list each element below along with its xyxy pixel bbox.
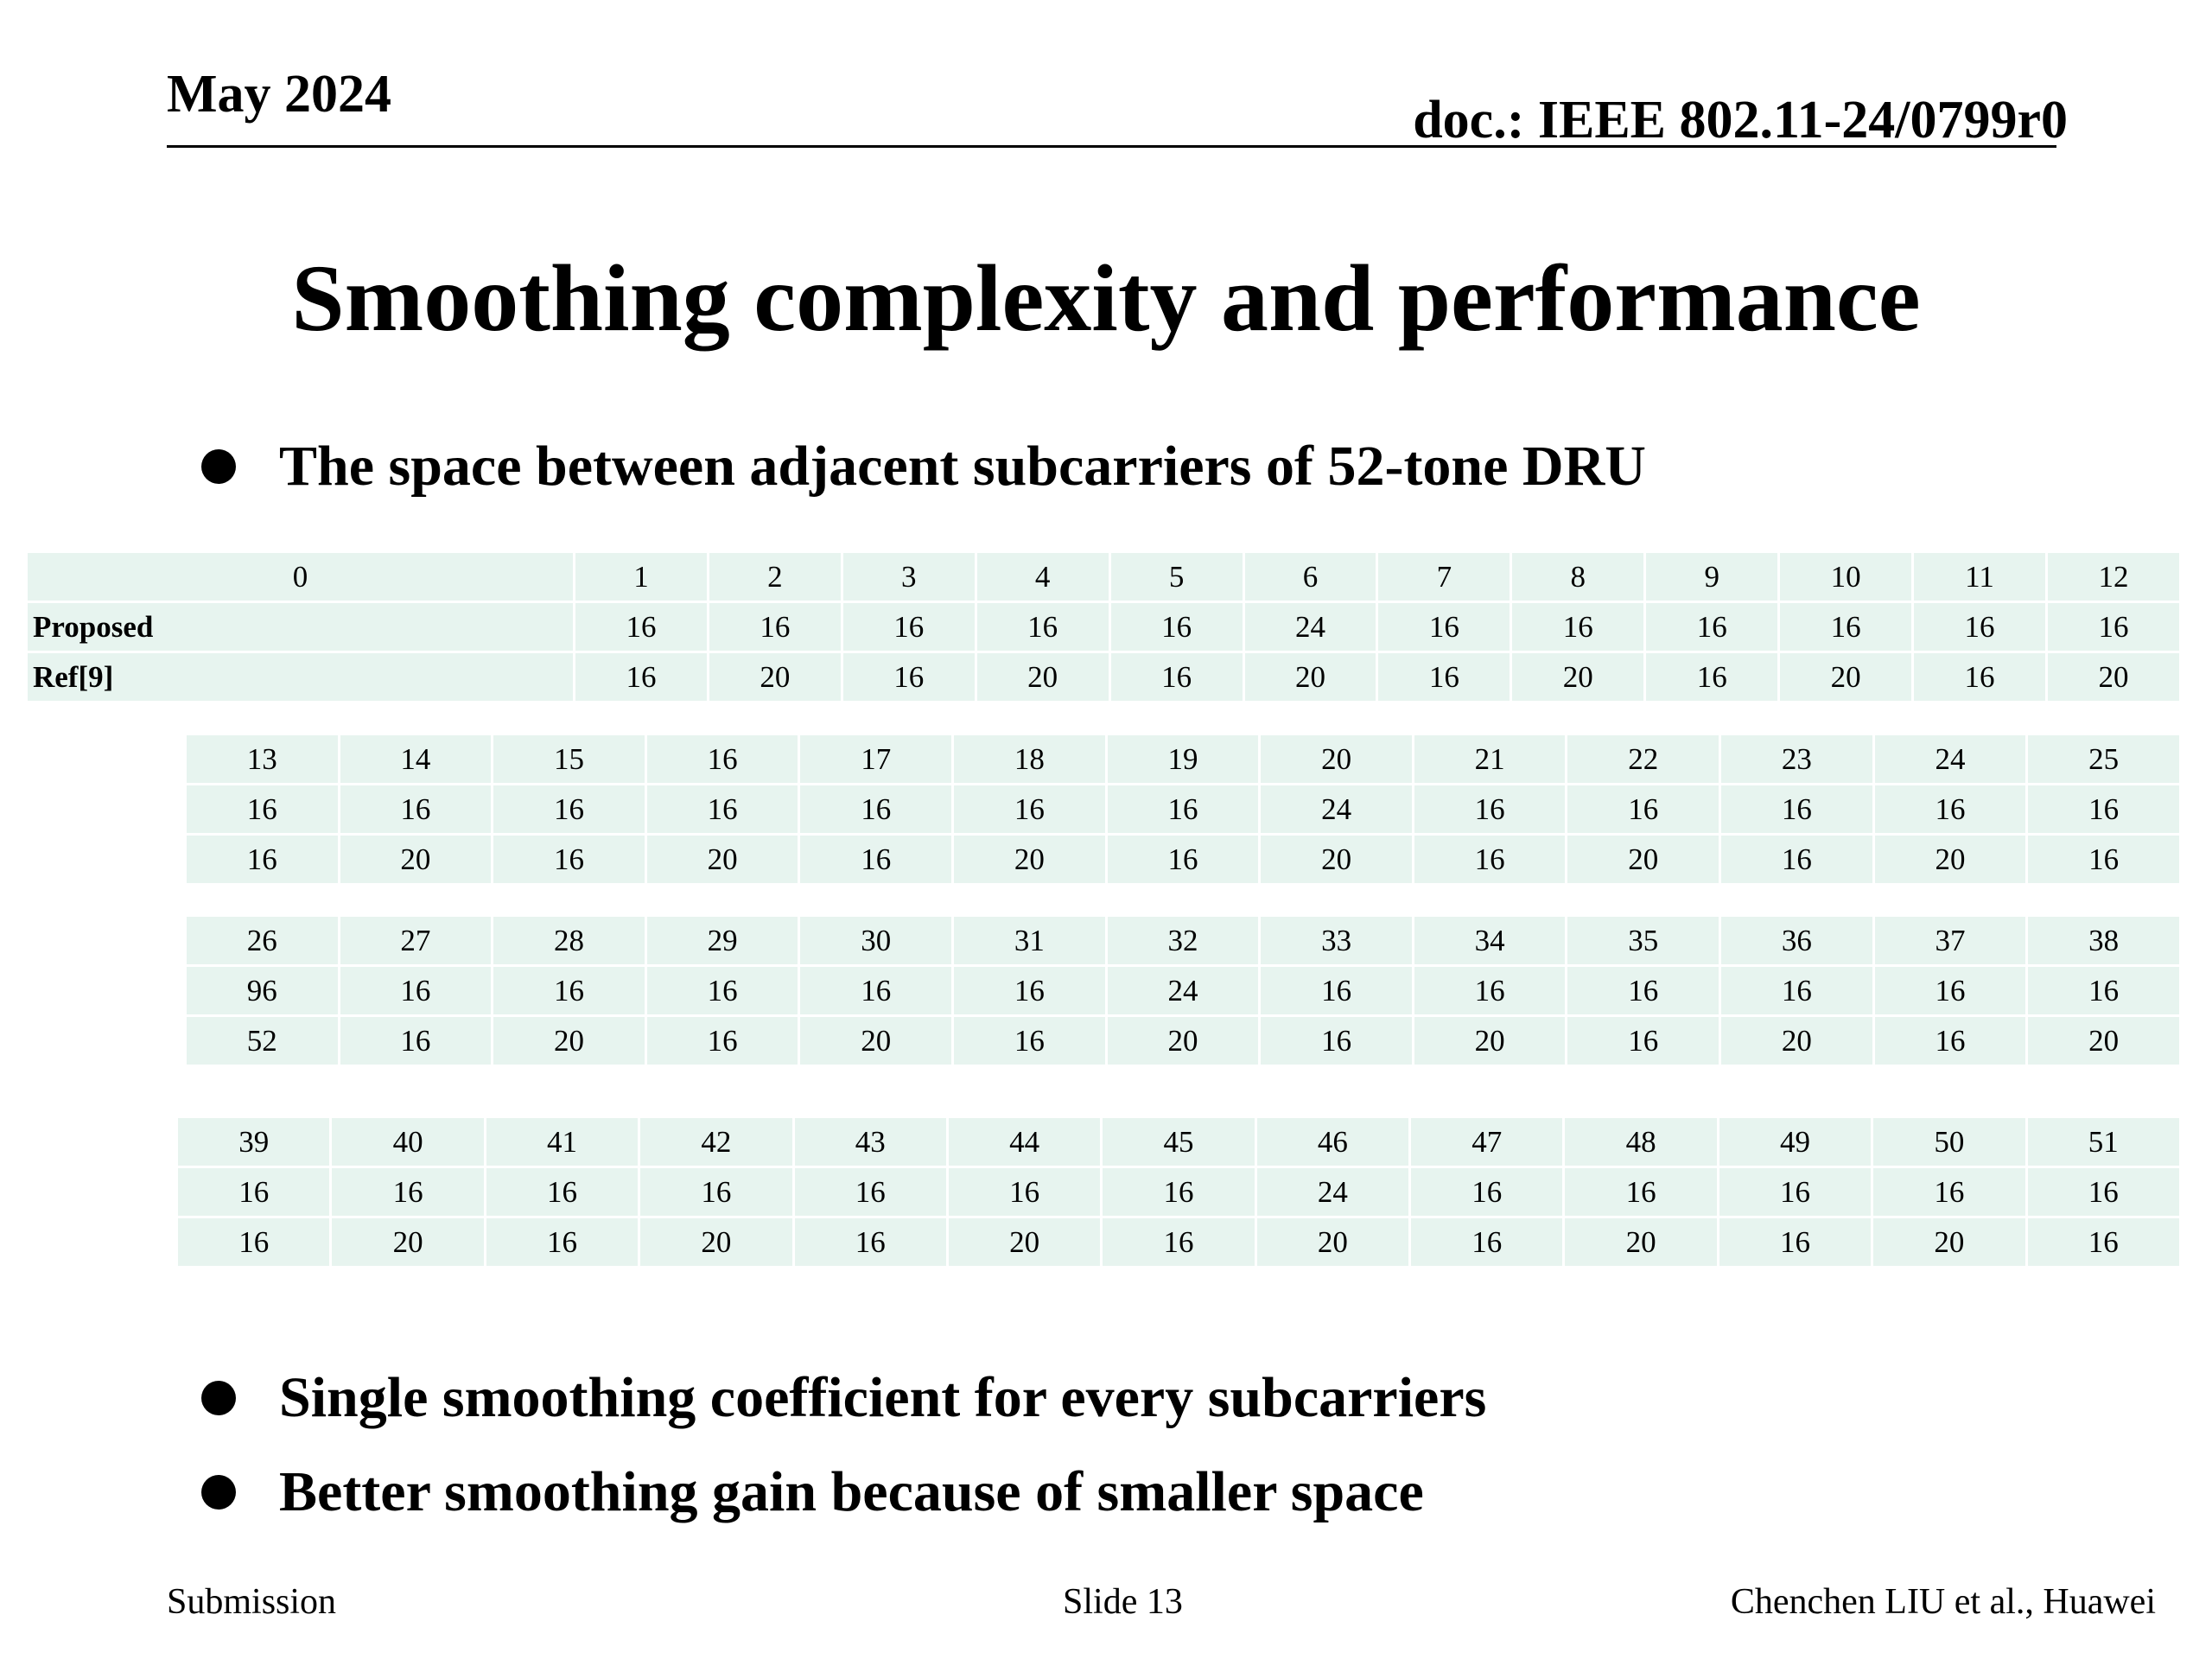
table-cell: 16 [575,603,707,651]
table-cell: 44 [949,1118,1100,1166]
table-cell: 16 [2028,1218,2180,1266]
table-cell: 16 [187,836,338,883]
table-cell: 6 [1245,553,1376,601]
table-cell: 35 [1567,917,1719,964]
table-cell: 16 [332,1168,483,1216]
table-cell: 16 [843,603,975,651]
bullet-dot-icon [201,1475,236,1510]
table-cell: 16 [187,785,338,833]
table-cell: 16 [800,836,951,883]
table-cell: 16 [340,785,492,833]
table-cell: 20 [1512,653,1643,701]
proposed-row [28,603,2179,651]
table-cell: 32 [1108,917,1259,964]
header-rule [167,145,2056,148]
table-cell: 19 [1108,735,1259,783]
table-cell: 24 [1257,1168,1408,1216]
ref-row [187,1017,2179,1065]
table-cell: 16 [1914,603,2045,651]
table-cell: 16 [647,967,798,1014]
bullet-item [201,435,1646,498]
table-cell: 23 [1721,735,1872,783]
table-cell: 16 [640,1168,791,1216]
bullet-item [201,1366,1487,1429]
table-cell: 50 [1873,1118,2024,1166]
table-cell: 24 [1245,603,1376,651]
table-cell: 13 [187,735,338,783]
table-cell: 51 [2028,1118,2180,1166]
index-row [28,553,2179,601]
table-cell: 16 [1411,1218,1562,1266]
table-cell: 16 [2028,785,2179,833]
table-cell: 16 [1567,967,1719,1014]
table-cell: 20 [1245,653,1376,701]
table-cell: 16 [1378,653,1510,701]
table-cell: 3 [843,553,975,601]
table-cell: 16 [1103,1168,1254,1216]
table-cell: 34 [1414,917,1566,964]
index-row [187,917,2179,964]
table-cell: 16 [1565,1168,1716,1216]
proposed-row [178,1168,2179,1216]
ref-row [187,836,2179,883]
table-cell: 16 [493,785,645,833]
table-cell: 16 [493,967,645,1014]
table-cell: 16 [1414,836,1566,883]
table-cell: 20 [2028,1017,2179,1065]
table-cell: 20 [1567,836,1719,883]
table-cell: 16 [1721,785,1872,833]
table-cell: 16 [1780,603,1911,651]
table-cell: 16 [1512,603,1643,651]
header-doc-id: doc.: IEEE 802.11-24/0799r0 [1413,91,2068,149]
footer-slide-number: Slide 13 [1063,1582,1183,1622]
table-cell: 20 [1873,1218,2024,1266]
table-cell: 25 [2028,735,2179,783]
table-cell: 16 [486,1168,638,1216]
table-cell: 15 [493,735,645,783]
table-cell: 16 [1873,1168,2024,1216]
bullet-text: The space between adjacent subcarriers of 52-tone DRU [279,435,1646,498]
table-cell: 10 [1780,553,1911,601]
table-cell: 20 [1257,1218,1408,1266]
bullet-item [201,1460,1424,1523]
table-cell: 16 [1719,1168,1871,1216]
table-cell: 96 [187,967,338,1014]
slide-title: Smoothing complexity and performance [291,245,1921,351]
footer-submission: Submission [167,1582,337,1622]
proposed-row [187,967,2179,1014]
row-label-ref: Ref[9] [28,653,573,701]
table-cell: 24 [1108,967,1259,1014]
table-cell: 36 [1721,917,1872,964]
table-cell: 16 [2028,1168,2180,1216]
table-cell: 16 [795,1218,946,1266]
table-cell: 16 [340,967,492,1014]
table-cell: 16 [575,653,707,701]
table-cell: 43 [795,1118,946,1166]
bullet-text: Single smoothing coefficient for every subcarriers [279,1366,1487,1429]
table-cell: 16 [1414,785,1566,833]
table-cell: 16 [954,785,1105,833]
table-cell: 33 [1261,917,1412,964]
table-cell: 16 [1567,785,1719,833]
table-cell: 24 [1261,785,1412,833]
table-cell: 16 [1875,967,2026,1014]
table-cell: 16 [1914,653,2045,701]
table-cell: 18 [954,735,1105,783]
table-cell: 20 [1565,1218,1716,1266]
table-cell: 20 [1414,1017,1566,1065]
header-date: May 2024 [167,65,392,124]
table-cell: 16 [800,967,951,1014]
table-cell: 20 [1780,653,1911,701]
table-cell: 16 [709,603,841,651]
table-cell: 20 [1721,1017,1872,1065]
table-cell: 20 [2048,653,2179,701]
table-cell: 37 [1875,917,2026,964]
table-cell: 31 [954,917,1105,964]
table-cell: 12 [2048,553,2179,601]
table-cell: 16 [1261,967,1412,1014]
table-cell: 1 [575,553,707,601]
table-cell: 20 [1108,1017,1259,1065]
proposed-row [187,785,2179,833]
footer-author: Chenchen LIU et al., Huawei [1730,1582,2156,1622]
subcarrier-table-block [175,1116,2182,1268]
table-cell: 21 [1414,735,1566,783]
table-cell: 16 [949,1168,1100,1216]
table-cell: 16 [1875,1017,2026,1065]
table-cell: 7 [1378,553,1510,601]
subcarrier-table-block [184,733,2182,886]
table-cell: 16 [1108,836,1259,883]
ref-row [178,1218,2179,1266]
table-cell: 16 [647,1017,798,1065]
table-cell: 30 [800,917,951,964]
table-cell: 16 [493,836,645,883]
table-cell: 0 [28,553,573,601]
table-cell: 16 [486,1218,638,1266]
table-cell: 16 [2048,603,2179,651]
table-cell: 28 [493,917,645,964]
table-cell: 16 [1111,653,1243,701]
table-cell: 20 [954,836,1105,883]
bullet-text: Better smoothing gain because of smaller space [279,1460,1424,1523]
ref-row [28,653,2179,701]
table-cell: 29 [647,917,798,964]
table-cell: 16 [1875,785,2026,833]
table-cell: 16 [1108,785,1259,833]
table-cell: 8 [1512,553,1643,601]
table-cell: 27 [340,917,492,964]
table-cell: 16 [1721,967,1872,1014]
row-label-proposed: Proposed [28,603,573,651]
table-cell: 16 [2028,967,2179,1014]
table-cell: 16 [647,735,798,783]
table-cell: 16 [1646,603,1777,651]
table-cell: 16 [340,1017,492,1065]
table-cell: 48 [1565,1118,1716,1166]
table-cell: 45 [1103,1118,1254,1166]
table-cell: 16 [1719,1218,1871,1266]
table-cell: 16 [1261,1017,1412,1065]
table-cell: 52 [187,1017,338,1065]
table-cell: 20 [493,1017,645,1065]
table-cell: 40 [332,1118,483,1166]
table-cell: 16 [954,967,1105,1014]
table-cell: 17 [800,735,951,783]
table-cell: 16 [1378,603,1510,651]
table-cell: 26 [187,917,338,964]
table-cell: 16 [647,785,798,833]
table-cell: 16 [1721,836,1872,883]
table-cell: 49 [1719,1118,1871,1166]
table-cell: 16 [977,603,1109,651]
table-cell: 20 [949,1218,1100,1266]
table-cell: 9 [1646,553,1777,601]
table-cell: 16 [1646,653,1777,701]
table-cell: 16 [1411,1168,1562,1216]
table-cell: 16 [795,1168,946,1216]
table-cell: 20 [1261,836,1412,883]
table-cell: 46 [1257,1118,1408,1166]
subcarrier-table-block [25,550,2182,703]
table-cell: 20 [640,1218,791,1266]
table-cell: 16 [1414,967,1566,1014]
index-row [178,1118,2179,1166]
table-cell: 20 [977,653,1109,701]
table-cell: 42 [640,1118,791,1166]
table-cell: 22 [1567,735,1719,783]
table-cell: 16 [1567,1017,1719,1065]
bullet-dot-icon [201,449,236,484]
table-cell: 38 [2028,917,2179,964]
table-cell: 47 [1411,1118,1562,1166]
table-cell: 16 [2028,836,2179,883]
table-cell: 16 [178,1218,329,1266]
table-cell: 20 [800,1017,951,1065]
index-row [187,735,2179,783]
table-cell: 2 [709,553,841,601]
table-cell: 39 [178,1118,329,1166]
table-cell: 20 [332,1218,483,1266]
table-cell: 20 [709,653,841,701]
table-cell: 5 [1111,553,1243,601]
table-cell: 20 [1261,735,1412,783]
table-cell: 41 [486,1118,638,1166]
table-cell: 11 [1914,553,2045,601]
table-cell: 14 [340,735,492,783]
subcarrier-table-block [184,914,2182,1067]
table-cell: 24 [1875,735,2026,783]
table-cell: 16 [178,1168,329,1216]
table-cell: 16 [800,785,951,833]
table-cell: 16 [1103,1218,1254,1266]
bullet-dot-icon [201,1381,236,1415]
table-cell: 16 [1111,603,1243,651]
table-cell: 20 [340,836,492,883]
table-cell: 20 [647,836,798,883]
table-cell: 4 [977,553,1109,601]
table-cell: 16 [843,653,975,701]
table-cell: 20 [1875,836,2026,883]
table-cell: 16 [954,1017,1105,1065]
